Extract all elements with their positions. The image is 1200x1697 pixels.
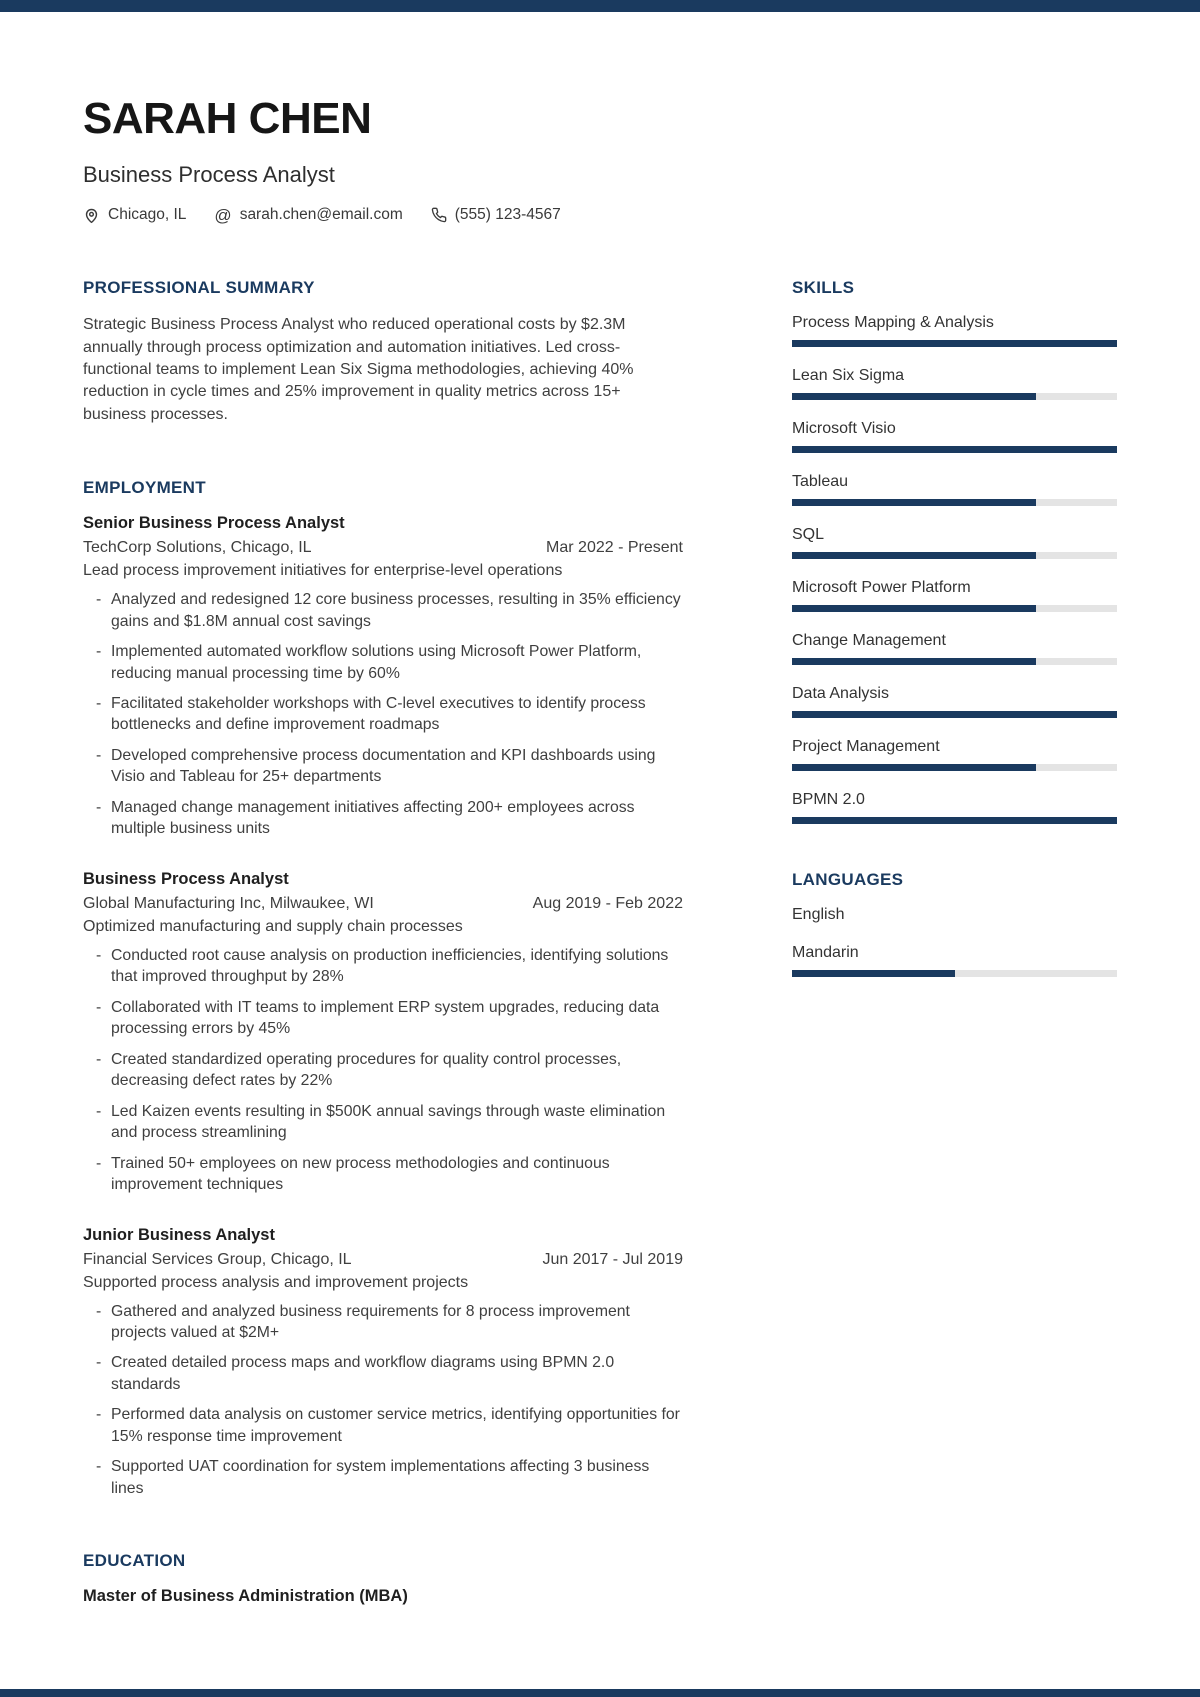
skill-bar-track: [792, 393, 1117, 400]
skill-label: Tableau: [792, 473, 849, 491]
bullet-text: Led Kaizen events resulting in $500K annual savings through waste elimination and process streamlining: [111, 1102, 666, 1142]
section-education: [83, 1551, 683, 1606]
bullet-text: Supported UAT coordination for system implementations affecting 3 business lines: [111, 1458, 650, 1497]
bullet-text: Implemented automated workflow solutions using Microsoft Power Platform, reducing manual processing time by 60%: [111, 643, 642, 682]
skill-bar-track: [792, 552, 1117, 559]
skill-bar-fill: [792, 970, 955, 977]
languages-list: [792, 906, 1117, 977]
skill-bar-fill: [792, 499, 1036, 506]
skill-item: [792, 314, 1117, 347]
employment-heading: EMPLOYMENT: [83, 478, 206, 498]
section-skills: [792, 278, 1117, 824]
contact-location-text: Chicago, IL: [108, 206, 187, 224]
bullet-dash: -: [96, 998, 102, 1016]
job-bullet: [83, 945, 683, 988]
skill-bar-fill: [792, 393, 1036, 400]
bullet-dash: -: [96, 1050, 102, 1068]
skill-label: Data Analysis: [792, 685, 889, 703]
skill-label: Project Management: [792, 738, 940, 756]
job-dates: Aug 2019 - Feb 2022: [532, 894, 683, 912]
bullet-dash: -: [96, 1458, 102, 1476]
bullet-dash: -: [96, 746, 102, 764]
page-bottom-bar: [0, 1689, 1200, 1697]
job-bullet: [83, 693, 683, 736]
skill-label: BPMN 2.0: [792, 791, 865, 809]
skill-label: Lean Six Sigma: [792, 367, 905, 385]
side-column: [792, 278, 1117, 1606]
skill-bar-fill: [792, 817, 1117, 824]
languages-heading: LANGUAGES: [792, 870, 904, 890]
professional-summary-heading: PROFESSIONAL SUMMARY: [83, 278, 315, 298]
bullet-dash: -: [96, 946, 102, 964]
bullet-dash: -: [96, 591, 102, 609]
job-bullet: [83, 1456, 683, 1499]
education-heading: EDUCATION: [83, 1551, 186, 1571]
job-bullet: [83, 1153, 683, 1196]
bullet-dash: -: [96, 695, 102, 713]
contact-row: [83, 206, 1117, 224]
job-role-summary: Supported process analysis and improvement projects: [83, 1273, 469, 1291]
skill-item: [792, 526, 1117, 559]
job-company: Global Manufacturing Inc, Milwaukee, WI: [83, 894, 374, 912]
skill-bar-fill: [792, 658, 1036, 665]
skill-bar-track: [792, 970, 1117, 977]
skill-bar-fill: [792, 605, 1036, 612]
skill-bar-track: [792, 446, 1117, 453]
skill-label: SQL: [792, 526, 825, 544]
contact-email: [214, 206, 402, 224]
job-title: Business Process Analyst: [83, 869, 289, 888]
job-bullets: [83, 1301, 683, 1500]
bullet-text: Trained 50+ employees on new process methodologies and continuous improvement techniques: [111, 1154, 610, 1194]
bullet-text: Conducted root cause analysis on production inefficiencies, identifying solutions that improved throughput by 28%: [111, 946, 669, 986]
contact-phone-text: (555) 123-4567: [454, 206, 561, 224]
bullet-text: Created standardized operating procedures for quality control processes, decreasing defect rates by 22%: [111, 1050, 622, 1090]
bullet-text: Created detailed process maps and workflow diagrams using BPMN 2.0 standards: [111, 1354, 615, 1393]
section-employment: [83, 478, 683, 1499]
professional-summary-text: Strategic Business Process Analyst who reduced operational costs by $2.3M annually through process optimization and automation initiatives. Led cross-functional teams to implement Lean Six Sigma methodologies, achieving 40% reduction in cycle times and 25% improvement in quality metrics across 15+ business processes.: [83, 316, 634, 423]
job-bullets: [83, 589, 683, 840]
job-bullet: [83, 797, 683, 840]
skill-bar-track: [792, 605, 1117, 612]
candidate-name: SARAH CHEN: [83, 94, 372, 143]
bullet-text: Analyzed and redesigned 12 core business processes, resulting in 35% efficiency gains and $1.8M annual cost savings: [111, 591, 681, 630]
bullet-dash: -: [96, 1354, 102, 1372]
job-bullet: [83, 589, 683, 632]
main-column: [83, 278, 683, 1606]
contact-email-text: sarah.chen@email.com: [239, 206, 403, 224]
skill-bar-track: [792, 499, 1117, 506]
bullet-text: Performed data analysis on customer service metrics, identifying opportunities for 15% response time improvement: [111, 1406, 680, 1445]
job-bullet: [83, 1101, 683, 1144]
bullet-dash: -: [96, 643, 102, 661]
job-title: Senior Business Process Analyst: [83, 514, 345, 533]
job-entry: [83, 870, 683, 1196]
skill-label: Microsoft Visio: [792, 420, 896, 438]
at-sign-icon: @: [214, 205, 232, 225]
bullet-dash: -: [96, 1406, 102, 1424]
resume-page: [83, 96, 1117, 1606]
job-dates: Jun 2017 - Jul 2019: [542, 1250, 683, 1268]
skill-bar-fill: [792, 764, 1036, 771]
skill-label: Mandarin: [792, 944, 859, 962]
contact-phone: [431, 206, 561, 224]
skill-item: [792, 944, 1117, 977]
skill-bar-fill: [792, 552, 1036, 559]
candidate-title: Business Process Analyst: [83, 162, 335, 188]
skill-label: Process Mapping & Analysis: [792, 314, 994, 332]
phone-icon: [431, 207, 447, 223]
skills-list: [792, 314, 1117, 824]
skill-item: [792, 685, 1117, 718]
bullet-text: Gathered and analyzed business requirements for 8 process improvement projects valued at $2M+: [111, 1302, 630, 1341]
job-bullet: [83, 997, 683, 1040]
skill-bar-fill: [792, 340, 1117, 347]
skill-item: [792, 791, 1117, 824]
skills-heading: SKILLS: [792, 278, 855, 298]
job-company: TechCorp Solutions, Chicago, IL: [83, 539, 312, 557]
job-bullet: [83, 745, 683, 788]
section-languages: [792, 870, 1117, 977]
job-bullet: [83, 1049, 683, 1092]
job-bullet: [83, 641, 683, 684]
bullet-dash: -: [96, 1302, 102, 1320]
location-pin-icon: [83, 207, 100, 224]
job-bullets: [83, 945, 683, 1196]
skill-item: [792, 367, 1117, 400]
skill-label: Microsoft Power Platform: [792, 579, 971, 597]
skill-item: [792, 579, 1117, 612]
job-title: Junior Business Analyst: [83, 1225, 275, 1244]
contact-location: [83, 206, 186, 224]
skill-bar-fill: [792, 446, 1117, 453]
job-bullet: [83, 1404, 683, 1447]
job-entry: [83, 514, 683, 840]
job-role-summary: Optimized manufacturing and supply chain processes: [83, 917, 463, 935]
jobs-list: [83, 514, 683, 1499]
skill-item: [792, 473, 1117, 506]
skill-bar-track: [792, 817, 1117, 824]
education-degree: Master of Business Administration (MBA): [83, 1587, 408, 1606]
skill-label: Change Management: [792, 632, 946, 650]
bullet-dash: -: [96, 1102, 102, 1120]
skill-bar-fill: [792, 711, 1117, 718]
job-bullet: [83, 1352, 683, 1395]
bullet-text: Developed comprehensive process documentation and KPI dashboards using Visio and Tableau for 25+ departments: [111, 746, 656, 786]
job-role-summary: Lead process improvement initiatives for enterprise-level operations: [83, 562, 563, 580]
bullet-dash: -: [96, 1154, 102, 1172]
job-bullet: [83, 1301, 683, 1344]
job-entry: [83, 1226, 683, 1500]
skill-bar-track: [792, 711, 1117, 718]
skill-item: [792, 738, 1117, 771]
job-dates: Mar 2022 - Present: [546, 539, 683, 557]
skill-bar-track: [792, 658, 1117, 665]
section-professional-summary: [83, 278, 683, 426]
bullet-dash: -: [96, 798, 102, 816]
skill-item: [792, 632, 1117, 665]
skill-item: [792, 906, 1117, 924]
skill-bar-track: [792, 340, 1117, 347]
skill-label: English: [792, 906, 845, 924]
bullet-text: Collaborated with IT teams to implement ERP system upgrades, reducing data processing errors by 45%: [111, 998, 660, 1038]
skill-bar-track: [792, 764, 1117, 771]
bullet-text: Facilitated stakeholder workshops with C-level executives to identify process bottlenecks and define improvement roadmaps: [111, 695, 646, 734]
job-company: Financial Services Group, Chicago, IL: [83, 1250, 352, 1268]
bullet-text: Managed change management initiatives affecting 200+ employees across multiple business units: [111, 798, 635, 838]
skill-item: [792, 420, 1117, 453]
page-top-bar: [0, 0, 1200, 12]
